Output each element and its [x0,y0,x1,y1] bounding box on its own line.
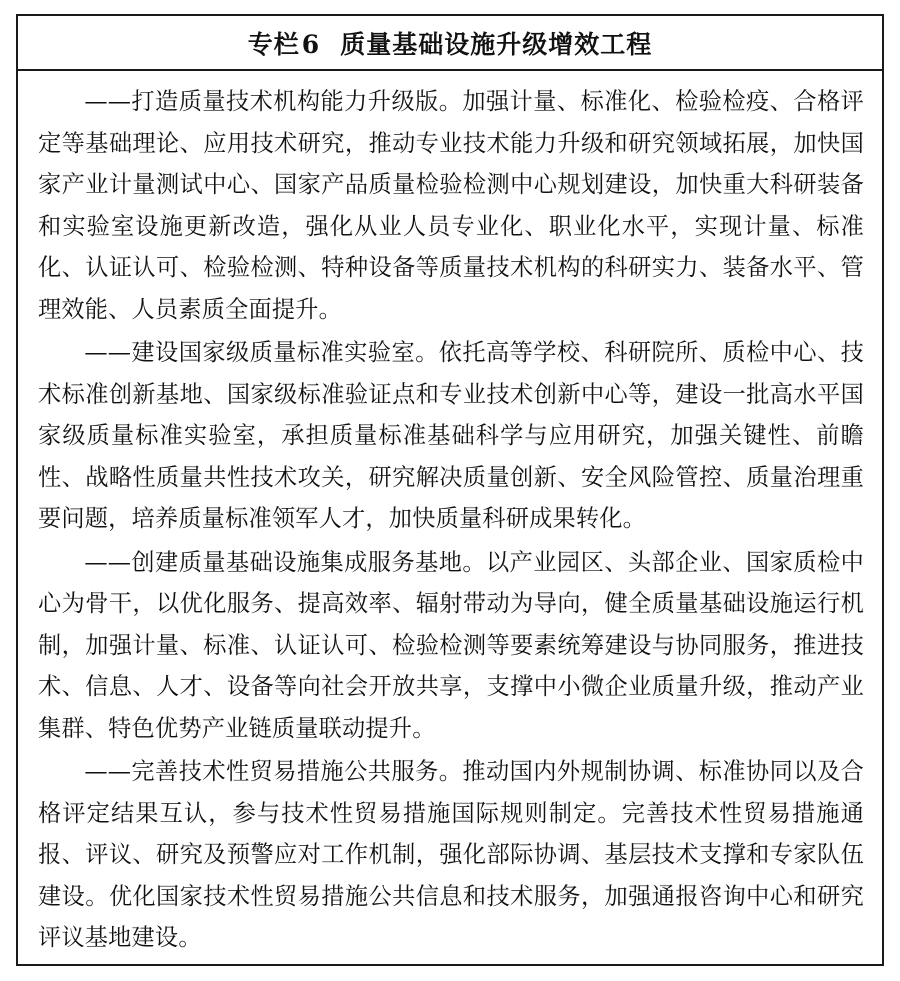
box-title [18,16,882,71]
paragraph: ——创建质量基础设施集成服务基地。以产业园区、头部企业、国家质检中心为骨干，以优化服务、提高效率、辐射带动为导向，健全质量基础设施运行机制，加强计量、标准、认证认可、检验检测等要素统筹建设与协同服务，推进技术、信息、人才、设备等向社会开放共享，支撑中小微企业质量升级，推动产业集群、特色优势产业链质量联动提升。 [38,548,864,742]
box-body [18,71,882,964]
paragraph: ——打造质量技术机构能力升级版。加强计量、标准化、检验检疫、合格评定等基础理论、应用技术研究，推动专业技术能力升级和研究领域拓展，加快国家产业计量测试中心、国家产品质量检验检测中心规划建设，加快重大科研装备和实验室设施更新改造，强化从业人员专业化、职业化水平，实现计量、标准化、认证认可、检验检测、特种设备等质量技术机构的科研实力、装备水平、管理效能、人员素质全面提升。 [38,88,864,323]
box-title-text: 质量基础设施升级增效工程 [340,30,653,59]
paragraph: ——完善技术性贸易措施公共服务。推动国内外规制协调、标准协同以及合格评定结果互认，参与技术性贸易措施国际规则制定。完善技术性贸易措施通报、评议、研究及预警应对工作机制，强化部际协调、基层技术支撑和专家队伍建设。优化国家技术性贸易措施公共信息和技术服务，加强通报咨询中心和研究评议基地建设。 [38,758,864,951]
paragraph: ——建设国家级质量标准实验室。依托高等学校、科研院所、质检中心、技术标准创新基地、国家级标准验证点和专业技术创新中心等，建设一批高水平国家级质量标准实验室，承担质量标准基础科学与应用研究，加强关键性、前瞻性、战略性质量共性技术攻关，研究解决质量创新、安全风险管控、质量治理重要问题，培养质量标准领军人才，加快质量科研成果转化。 [38,339,864,532]
box-title-number: 6 [301,30,321,59]
feature-box [16,14,884,966]
box-title-label: 专栏 [247,30,300,59]
